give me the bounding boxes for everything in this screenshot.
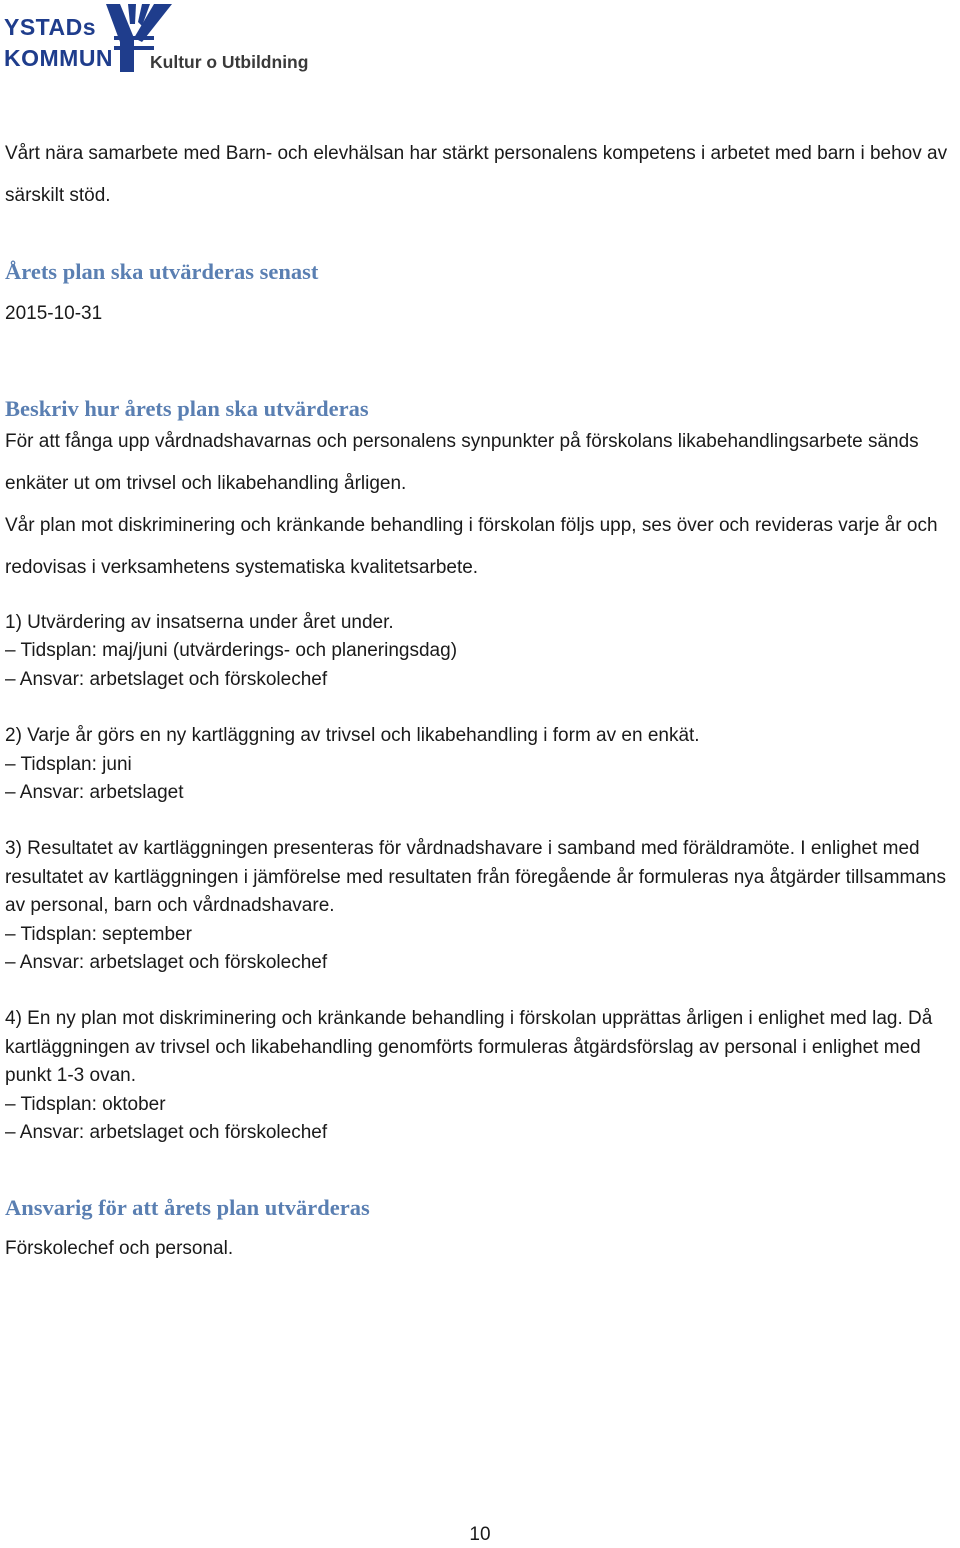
logo-subtitle: Kultur o Utbildning: [150, 52, 309, 72]
step-responsible: – Ansvar: arbetslaget och förskolechef: [5, 952, 328, 974]
logo-line2: KOMMUN: [4, 45, 114, 71]
step-timeline: – Tidsplan: september: [5, 923, 192, 945]
logo-line1: YSTADs: [4, 14, 97, 40]
step-text: 2) Varje år görs en ny kartläggning av trivsel och likabehandling i form av en enkät.: [5, 725, 700, 747]
step-timeline: – Tidsplan: oktober: [5, 1093, 166, 1115]
step-text: 4) En ny plan mot diskriminering och kränkande behandling i förskolan upprättas årligen i enlighet med lag. Då kartläggningen av trivsel och likabehandling genomförts formuleras åtgärdsförslag av personal i enlighet med punkt 1-3 ovan.: [5, 1008, 933, 1087]
evaluation-method-paragraph-1: För att fånga upp vårdnadshavarnas och personalens synpunkter på förskolans likabehandlingsarbete sänds enkäter ut om trivsel och likabehandling årligen.: [5, 431, 919, 494]
page-number: 10: [469, 1524, 491, 1545]
evaluation-method-paragraph-2: Vår plan mot diskriminering och kränkande behandling i förskolan följs upp, ses över och revideras varje år och redovisas i verksamhetens systematiska kvalitetsarbete.: [5, 515, 938, 578]
evaluation-method-heading: Beskriv hur årets plan ska utvärderas: [5, 396, 369, 421]
evaluation-deadline-heading: Årets plan ska utvärderas senast: [5, 259, 319, 284]
intro-paragraph: Vårt nära samarbete med Barn- och elevhälsan har stärkt personalens kompetens i arbetet med barn i behov av särskilt stöd.: [5, 143, 948, 206]
step-timeline: – Tidsplan: juni: [5, 753, 132, 775]
document-body: [5, 138, 957, 1263]
step-4: [5, 1005, 957, 1147]
step-text: 1) Utvärdering av insatserna under året under.: [5, 612, 394, 633]
step-responsible: – Ansvar: arbetslaget och förskolechef: [5, 1122, 328, 1144]
responsible-text: Förskolechef och personal.: [5, 1237, 234, 1259]
ystad-kommun-logo: [2, 2, 328, 74]
evaluation-deadline-date: 2015-10-31: [5, 303, 103, 324]
step-timeline: – Tidsplan: maj/juni (utvärderings- och planeringsdag): [5, 640, 458, 662]
step-text: 3) Resultatet av kartläggningen presenteras för vårdnadshavare i samband med föräldramöte. I enlighet med resultatet av kartläggningen i jämförelse med resultaten från föregående år formuleras nya åtgärder tillsammans av personal, barn och vårdnadshavare.: [5, 838, 946, 917]
step-responsible: – Ansvar: arbetslaget: [5, 782, 184, 804]
step-2: [5, 722, 957, 807]
responsible-heading: Ansvarig för att årets plan utvärderas: [5, 1194, 370, 1220]
step-responsible: – Ansvar: arbetslaget och förskolechef: [5, 668, 328, 690]
step-1: [5, 609, 957, 694]
step-3: [5, 835, 957, 977]
